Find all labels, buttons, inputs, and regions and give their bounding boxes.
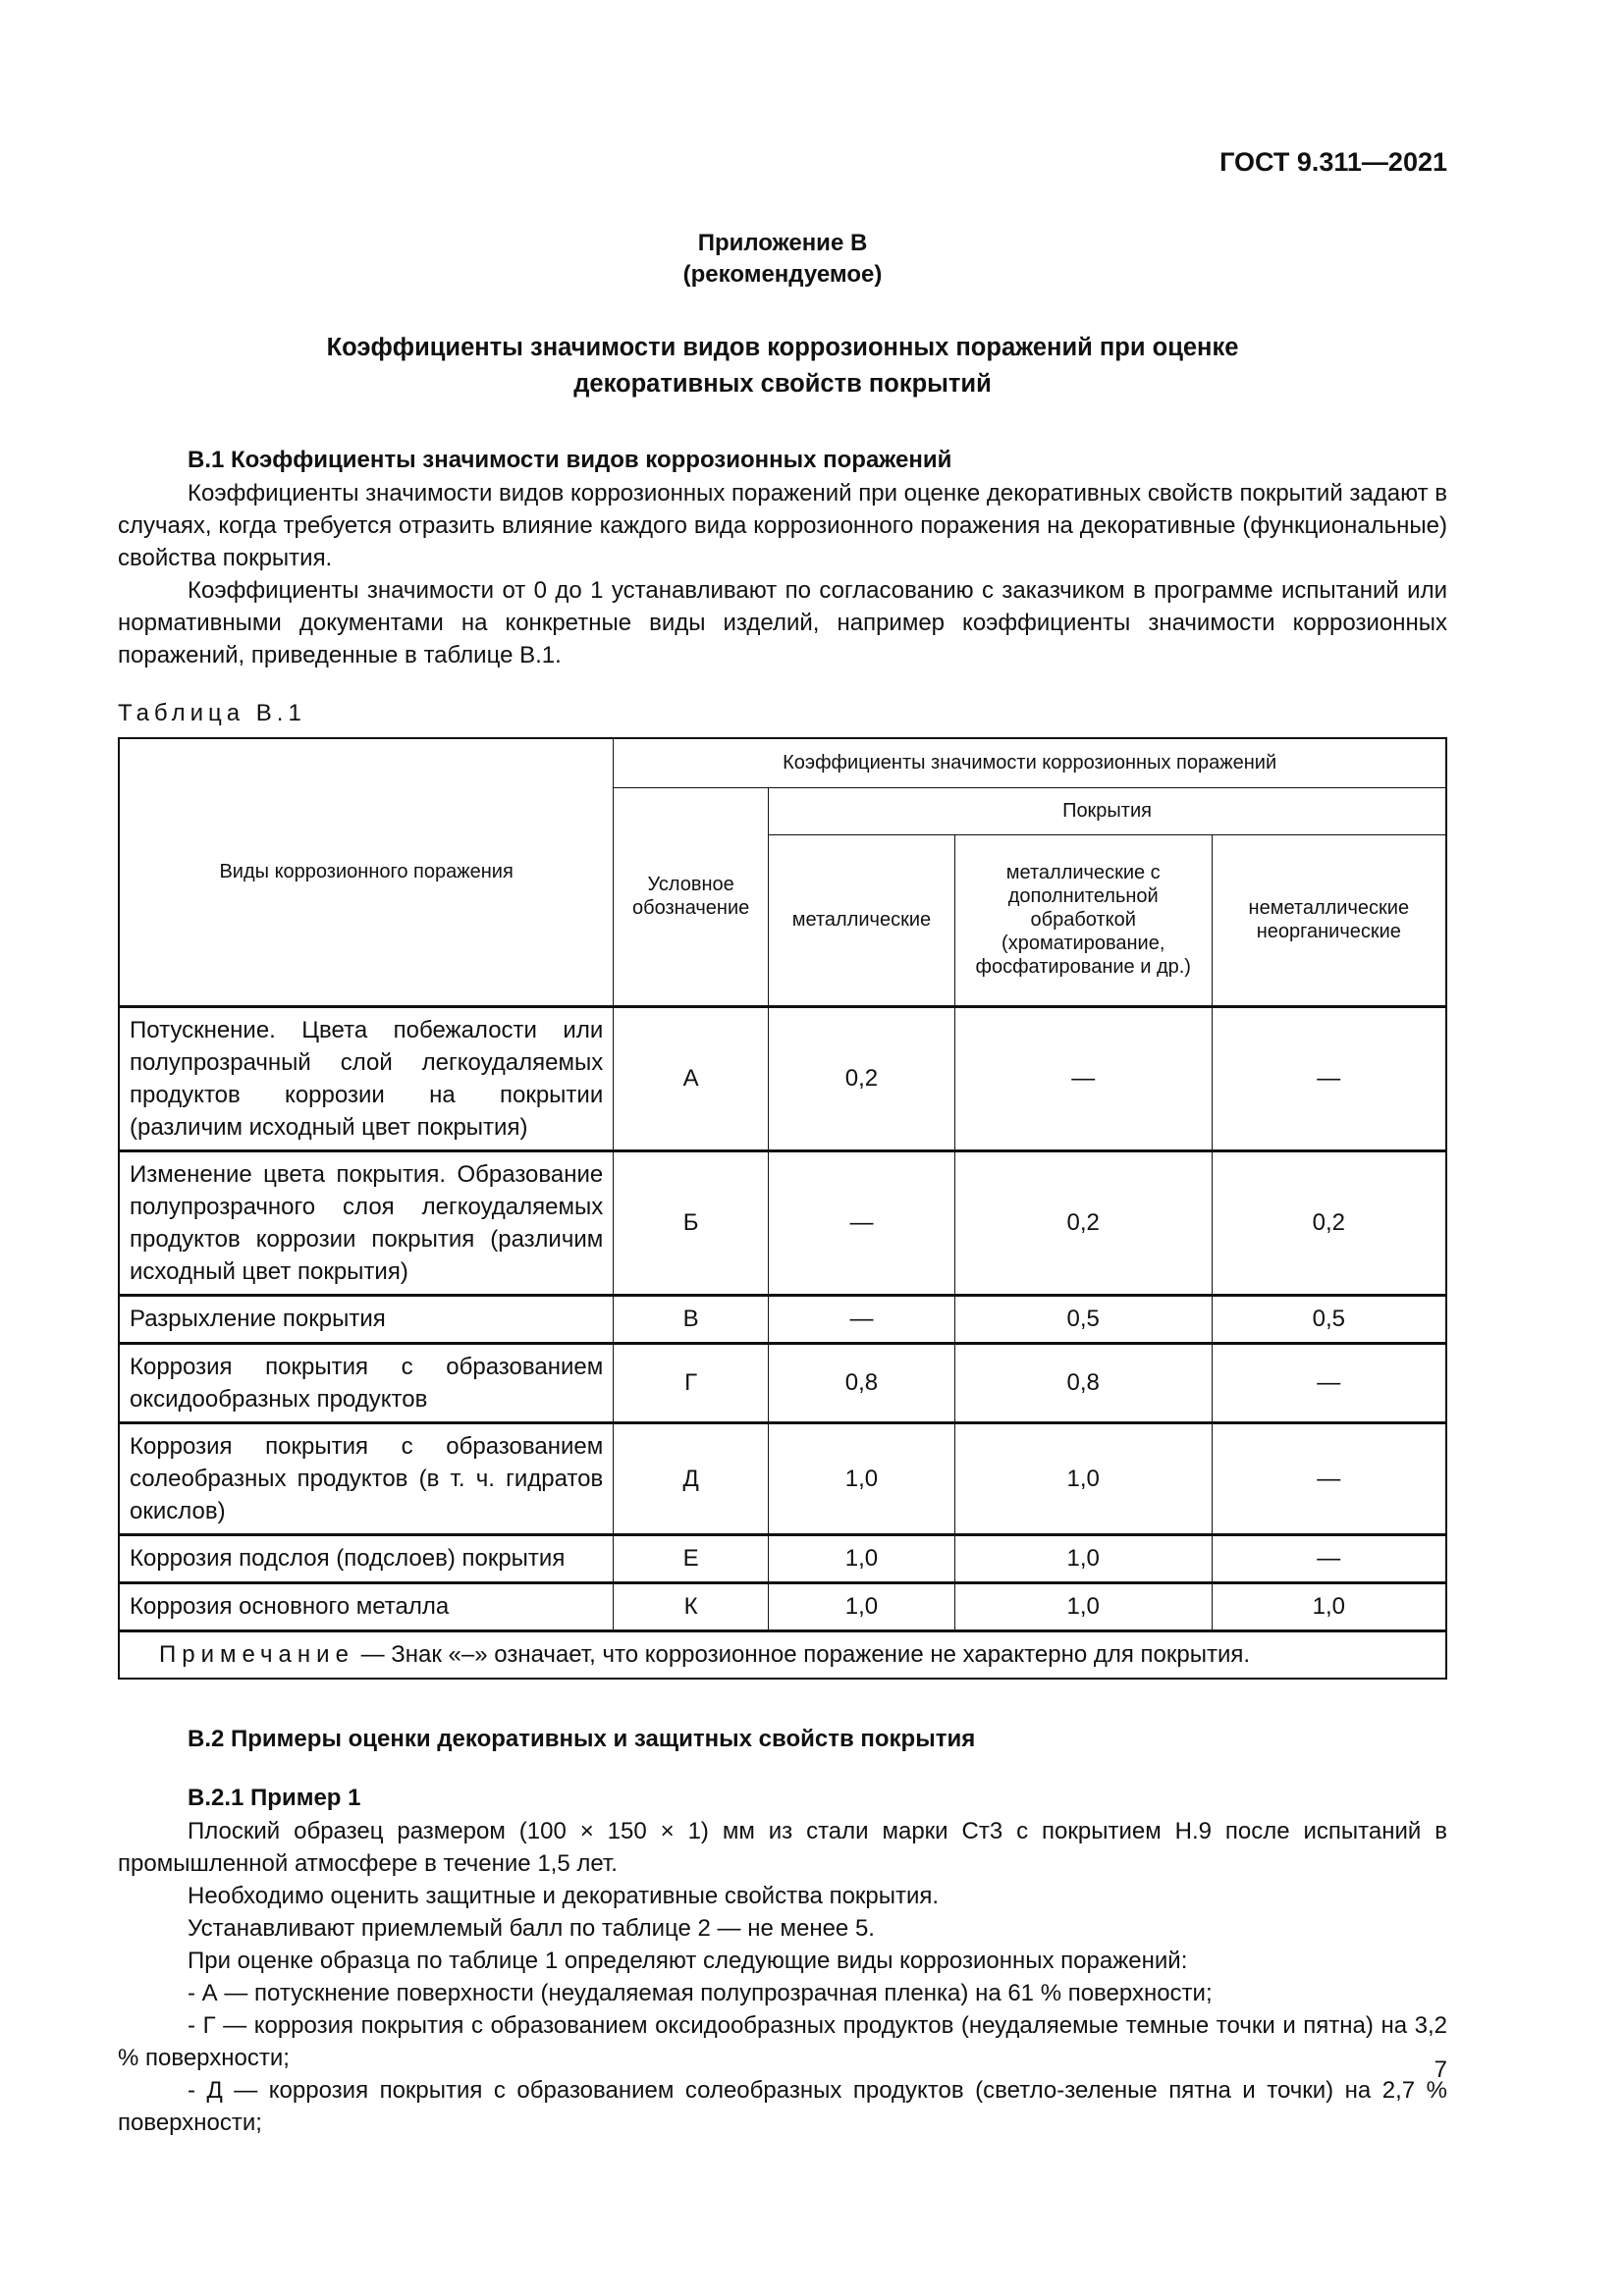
row-metal: — (769, 1150, 955, 1295)
page-content (118, 147, 1447, 2139)
row-treated: 0,5 (954, 1295, 1212, 1343)
row-treated: 1,0 (954, 1582, 1212, 1630)
row-treated: 1,0 (954, 1534, 1212, 1582)
row-treated: 1,0 (954, 1422, 1212, 1534)
document-code: ГОСТ 9.311—2021 (1219, 147, 1447, 177)
table-note-row (119, 1630, 1446, 1679)
row-symbol: Г (614, 1343, 769, 1422)
main-title-line2: декоративных свойств покрытий (573, 370, 992, 398)
row-nonmetal: 0,2 (1212, 1150, 1446, 1295)
row-treated: — (954, 1006, 1212, 1150)
row-type: Коррозия подслоя (подслоев) покрытия (119, 1534, 614, 1582)
row-metal: 0,8 (769, 1343, 955, 1422)
section-b1-para2: Коэффициенты значимости от 0 до 1 устанавливают по согласованию с заказчиком в программе испытаний или нормативными документами на конкретные виды изделий, например коэффициенты значимости коррозионных поражений, приведенные в таблице В.1. (118, 577, 1447, 668)
appendix-heading (118, 228, 1447, 291)
header-types: Виды коррозионного поражения (119, 738, 614, 1006)
table-row (119, 1534, 1446, 1582)
row-nonmetal: — (1212, 1422, 1446, 1534)
example-paragraphs (118, 1815, 1447, 2139)
section-b1-para1: Коэффициенты значимости видов коррозионных поражений при оценке декоративных свойств покрытий задают в случаях, когда требуется отразить влияние каждого вида коррозионного поражения на декоративные (функциональные) свойства покрытия. (118, 480, 1447, 571)
row-metal: 0,2 (769, 1006, 955, 1150)
example-para: Необходимо оценить защитные и декоративные свойства покрытия. (188, 1882, 940, 1909)
row-type: Коррозия покрытия с образованием оксидообразных продуктов (119, 1343, 614, 1422)
section-b1-heading: В.1 Коэффициенты значимости видов коррозионных поражений (188, 447, 952, 473)
header-metal-treated: металлические с дополнительной обработкой (хроматирование, фосфатирование и др.) (954, 834, 1212, 1006)
page-number: 7 (1434, 2056, 1447, 2083)
section-b2-1-heading: В.2.1 Пример 1 (188, 1784, 361, 1811)
header-coatings: Покрытия (769, 787, 1446, 834)
header-metal: металлические (769, 834, 955, 1006)
table-row (119, 1006, 1446, 1150)
section-b2-heading: В.2 Примеры оценки декоративных и защитных свойств покрытия (188, 1725, 976, 1752)
table-row (119, 1422, 1446, 1534)
row-symbol: А (614, 1006, 769, 1150)
row-symbol: В (614, 1295, 769, 1343)
coefficients-table (118, 737, 1447, 1680)
header-symbol: Условное обозначение (614, 787, 769, 1006)
appendix-subtitle: (рекомендуемое) (682, 261, 883, 288)
row-nonmetal: — (1212, 1006, 1446, 1150)
appendix-title: Приложение В (697, 230, 868, 256)
example-para: - Д — коррозия покрытия с образованием солеобразных продуктов (светло-зеленые пятна и точки) на 2,7 % поверхности; (118, 2076, 1447, 2136)
row-treated: 0,2 (954, 1150, 1212, 1295)
row-type: Изменение цвета покрытия. Образование полупрозрачного слоя легкоудаляемых продуктов коррозии покрытия (различим исходный цвет покрытия) (119, 1150, 614, 1295)
row-metal: 1,0 (769, 1582, 955, 1630)
row-metal: 1,0 (769, 1534, 955, 1582)
table-row (119, 1343, 1446, 1422)
row-type: Коррозия основного металла (119, 1582, 614, 1630)
row-nonmetal: 1,0 (1212, 1582, 1446, 1630)
row-type: Коррозия покрытия с образованием солеобразных продуктов (в т. ч. гидратов окислов) (119, 1422, 614, 1534)
row-metal: — (769, 1295, 955, 1343)
row-treated: 0,8 (954, 1343, 1212, 1422)
row-type: Разрыхление покрытия (119, 1295, 614, 1343)
table-note (119, 1630, 1446, 1679)
example-para: - А — потускнение поверхности (неудаляемая полупрозрачная пленка) на 61 % поверхности; (188, 1979, 1213, 2006)
table-row (119, 1582, 1446, 1630)
header-nonmetal: неметаллические неорганические (1212, 834, 1446, 1006)
row-metal: 1,0 (769, 1422, 955, 1534)
row-symbol: Д (614, 1422, 769, 1534)
example-para: При оценке образца по таблице 1 определяют следующие виды коррозионных поражений: (188, 1947, 1188, 1974)
table-row (119, 1150, 1446, 1295)
note-label: Примечание (159, 1640, 354, 1668)
example-para: Плоский образец размером (100 × 150 × 1) мм из стали марки Ст3 с покрытием Н.9 после испытаний в промышленной атмосфере в течение 1,5 лет. (118, 1817, 1447, 1877)
row-symbol: Е (614, 1534, 769, 1582)
row-type: Потускнение. Цвета побежалости или полупрозрачный слой легкоудаляемых продуктов коррозии на покрытии (различим исходный цвет покрытия) (119, 1006, 614, 1150)
example-para: - Г — коррозия покрытия с образованием оксидообразных продуктов (неудаляемые темные точки и пятна) на 3,2 % поверхности; (118, 2011, 1447, 2071)
example-para: Устанавливают приемлемый балл по таблице 2 — не менее 5. (188, 1914, 875, 1942)
row-symbol: Б (614, 1150, 769, 1295)
main-title (118, 330, 1447, 402)
row-nonmetal: — (1212, 1534, 1446, 1582)
main-title-line1: Коэффициенты значимости видов коррозионных поражений при оценке (326, 334, 1239, 361)
table-label: Таблица В.1 (118, 700, 306, 726)
note-text: — Знак «–» означает, что коррозионное поражение не характерно для покрытия. (353, 1640, 1251, 1668)
row-symbol: К (614, 1582, 769, 1630)
row-nonmetal: 0,5 (1212, 1295, 1446, 1343)
table-row (119, 1295, 1446, 1343)
header-coeffs: Коэффициенты значимости коррозионных поражений (614, 738, 1446, 787)
row-nonmetal: — (1212, 1343, 1446, 1422)
